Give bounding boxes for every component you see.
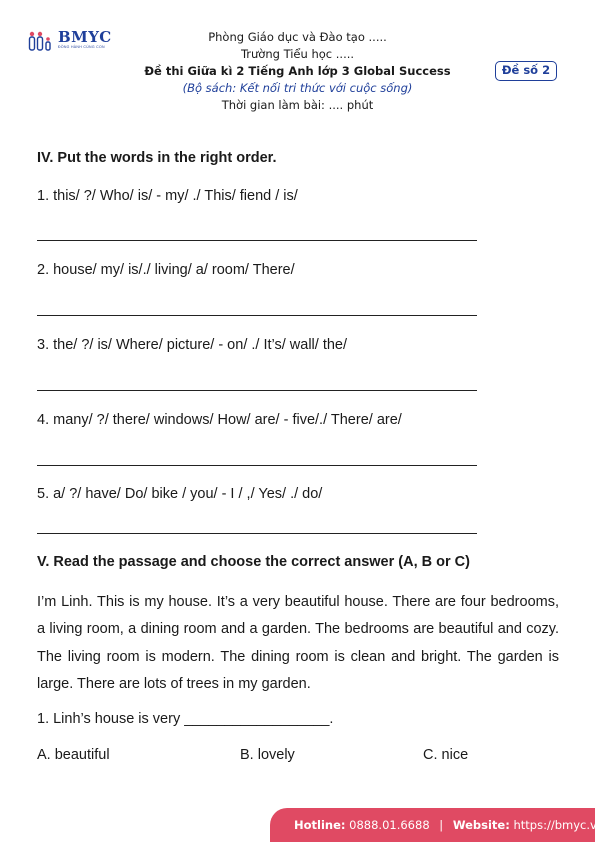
section-5-title: V. Read the passage and choose the correct answer (A, B or C)	[37, 554, 470, 570]
section-4-question-1: 1. this/ ?/ Who/ is/ - my/ ./ This/ fiend / is/	[37, 188, 298, 204]
option-b[interactable]: B. lovely	[240, 747, 295, 763]
footer-contact-bar	[270, 808, 604, 842]
header-time: Thời gian làm bài: .... phút	[221, 98, 374, 112]
header-school: Trường Tiểu học .....	[240, 47, 355, 61]
exam-number-badge: Đề số 2	[495, 61, 557, 81]
answer-line-3[interactable]	[37, 390, 477, 391]
option-c[interactable]: C. nice	[423, 747, 469, 763]
header-department: Phòng Giáo dục và Đào tạo .....	[208, 30, 387, 44]
answer-line-5[interactable]	[37, 533, 477, 534]
reading-passage: I’m Linh. This is my house. It’s a very beautiful house. There are four bedrooms, a living room, a dining room and a garden. The bedrooms are beautiful and cozy. The living room is modern. The dining room is clean and bright. The garden is large. There are lots of trees in my garden.	[37, 594, 559, 692]
answer-line-2[interactable]	[37, 315, 477, 316]
section-4-question-2: 2. house/ my/ is/./ living/ a/ room/ There/	[37, 262, 295, 278]
option-a[interactable]: A. beautiful	[37, 747, 110, 763]
section-4-question-3: 3. the/ ?/ is/ Where/ picture/ - on/ ./ It’s/ wall/ the/	[37, 337, 348, 353]
hotline-number[interactable]: 0888.01.6688	[349, 818, 430, 832]
family-figures-icon	[28, 31, 54, 51]
section-4-question-5: 5. a/ ?/ have/ Do/ bike / you/ - I / ,/ Yes/ ./ do/	[37, 486, 323, 502]
website-link[interactable]: https://bmyc.vn	[513, 818, 604, 832]
document-header	[120, 29, 475, 114]
logo-tagline: ĐỒNG HÀNH CÙNG CON	[58, 45, 105, 49]
header-exam-title: Đề thi Giữa kì 2 Tiếng Anh lớp 3 Global Success	[144, 64, 451, 78]
section-4-title: IV. Put the words in the right order.	[37, 150, 277, 166]
bmyc-logo	[28, 28, 118, 54]
website-label: Website:	[452, 818, 510, 832]
hotline-label: Hotline:	[294, 818, 346, 832]
section-5-question-1: 1. Linh’s house is very __________________.	[37, 711, 334, 727]
header-book-series: (Bộ sách: Kết nối tri thức với cuộc sống)	[182, 81, 413, 95]
answer-line-4[interactable]	[37, 465, 477, 466]
answer-line-1[interactable]	[37, 240, 477, 241]
footer-separator: |	[439, 818, 444, 832]
logo-name: BMYC	[58, 28, 112, 46]
section-4-question-4: 4. many/ ?/ there/ windows/ How/ are/ - five/./ There/ are/	[37, 412, 402, 428]
